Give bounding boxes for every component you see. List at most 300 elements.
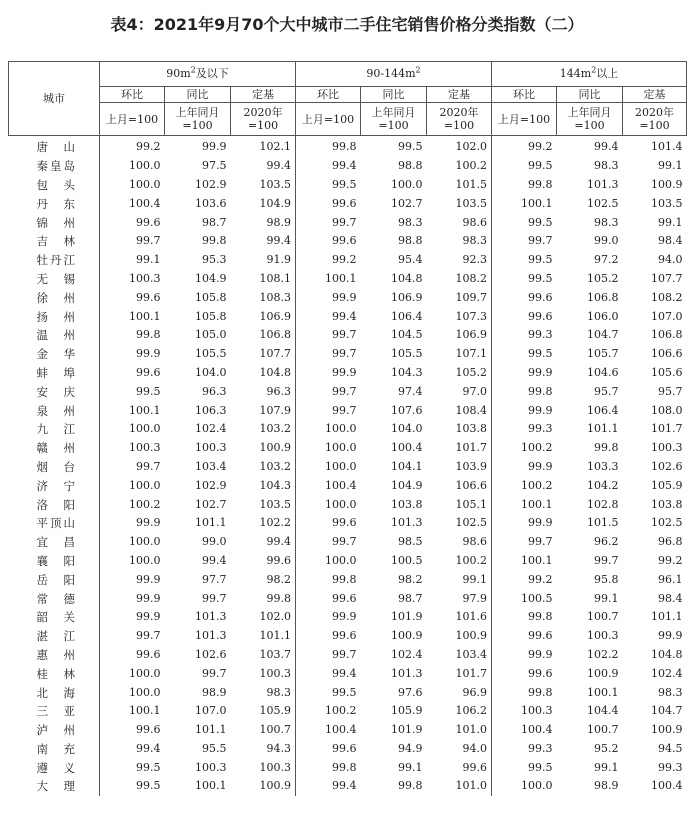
index-value: 99.7 (296, 382, 361, 401)
index-value: 100.2 (129, 497, 161, 511)
index-value: 98.2 (266, 572, 292, 586)
city-name: 徐州 (9, 288, 100, 307)
index-value: 100.2 (455, 159, 488, 173)
city-name: 无锡 (9, 270, 100, 289)
index-value: 99.6 (136, 647, 161, 661)
index-value: 100.0 (296, 439, 361, 458)
index-value: 98.9 (202, 685, 227, 699)
city-name: 九江 (9, 420, 100, 439)
index-value: 99.7 (296, 401, 361, 420)
index-value: 100.3 (259, 760, 292, 774)
index-value: 99.4 (266, 159, 292, 173)
index-value: 109.7 (455, 290, 488, 304)
index-value: 104.3 (391, 365, 423, 379)
table-row (9, 401, 687, 420)
index-value: 102.7 (195, 497, 227, 511)
index-value: 99.5 (492, 251, 557, 270)
city-name: 烟台 (9, 458, 100, 477)
index-value: 99.9 (136, 516, 161, 530)
city-name: 宜昌 (9, 533, 100, 552)
city-name: 平顶山 (9, 514, 100, 533)
table-row (9, 608, 687, 627)
index-value: 101.3 (587, 177, 619, 191)
index-value: 95.5 (202, 741, 227, 755)
table-row (9, 194, 687, 213)
index-value: 99.6 (296, 627, 361, 646)
index-value: 101.3 (391, 516, 423, 530)
index-value: 100.1 (129, 309, 161, 323)
index-value: 100.9 (259, 441, 292, 455)
index-value: 104.3 (259, 478, 292, 492)
index-value: 98.7 (202, 215, 227, 229)
city-name: 吉林 (9, 232, 100, 251)
index-value: 100.0 (296, 420, 361, 439)
index-value: 99.2 (136, 140, 161, 154)
city-name: 唐山 (9, 136, 100, 157)
index-value: 99.8 (296, 758, 361, 777)
index-value: 102.2 (587, 647, 619, 661)
index-value: 99.7 (202, 591, 227, 605)
table-row (9, 683, 687, 702)
index-value: 99.8 (492, 382, 557, 401)
index-value: 100.2 (492, 476, 557, 495)
index-value: 103.7 (259, 647, 292, 661)
index-value: 94.9 (398, 741, 423, 755)
table-row (9, 326, 687, 345)
index-value: 100.4 (651, 779, 683, 793)
index-value: 106.6 (455, 478, 488, 492)
index-value: 105.2 (587, 271, 619, 285)
index-value: 99.2 (296, 251, 361, 270)
index-value: 100.4 (391, 441, 423, 455)
index-value: 99.7 (296, 213, 361, 232)
index-value: 103.8 (455, 422, 488, 436)
base-header-mom: 上月=100 (492, 103, 557, 136)
table-row (9, 176, 687, 195)
base-header-mom: 上月=100 (100, 103, 165, 136)
table-row (9, 213, 687, 232)
index-value: 99.9 (296, 608, 361, 627)
index-value: 104.8 (391, 271, 423, 285)
index-value: 102.2 (259, 516, 292, 530)
index-value: 98.9 (266, 215, 292, 229)
index-value: 100.3 (195, 760, 227, 774)
index-value: 100.3 (492, 702, 557, 721)
index-value: 100.0 (391, 177, 423, 191)
index-value: 100.4 (296, 476, 361, 495)
index-value: 100.9 (651, 177, 683, 191)
index-value: 100.0 (492, 777, 557, 796)
index-value: 98.9 (594, 779, 619, 793)
index-value: 98.5 (398, 535, 423, 549)
index-value: 101.1 (259, 629, 292, 643)
city-name: 牡丹江 (9, 251, 100, 270)
index-value: 100.0 (129, 685, 161, 699)
city-name: 遵义 (9, 758, 100, 777)
index-value: 99.8 (492, 608, 557, 627)
index-value: 108.1 (259, 271, 292, 285)
table-row (9, 514, 687, 533)
index-value: 102.0 (455, 140, 488, 154)
index-value: 99.5 (492, 345, 557, 364)
index-value: 99.5 (136, 384, 161, 398)
index-value: 101.1 (195, 723, 227, 737)
index-value: 99.7 (296, 345, 361, 364)
index-value: 105.1 (455, 497, 488, 511)
index-value: 100.2 (296, 702, 361, 721)
group-header-small: $90m^2$及以下 (100, 62, 296, 87)
index-value: 104.1 (391, 459, 423, 473)
index-value: 102.5 (587, 196, 619, 210)
index-value: 106.8 (259, 328, 292, 342)
city-name: 温州 (9, 326, 100, 345)
index-value: 99.9 (492, 458, 557, 477)
index-value: 107.6 (391, 403, 423, 417)
index-value: 97.5 (202, 159, 227, 173)
index-value: 100.4 (129, 196, 161, 210)
index-value: 102.9 (195, 177, 227, 191)
index-value: 104.9 (259, 196, 292, 210)
index-value: 99.7 (492, 232, 557, 251)
index-value: 100.0 (129, 553, 161, 567)
city-name: 南充 (9, 740, 100, 759)
index-value: 105.9 (259, 704, 292, 718)
index-value: 100.0 (129, 666, 161, 680)
index-value: 100.0 (296, 495, 361, 514)
city-name: 韶关 (9, 608, 100, 627)
base-header-yoy: 上年同月=100 (361, 103, 427, 136)
index-value: 101.5 (587, 516, 619, 530)
index-value: 100.1 (492, 194, 557, 213)
index-value: 108.4 (455, 403, 488, 417)
table-row (9, 627, 687, 646)
index-value: 98.8 (398, 159, 423, 173)
index-value: 95.8 (594, 572, 619, 586)
table-row (9, 136, 687, 157)
index-value: 101.9 (391, 723, 423, 737)
city-column-header: 城市 (9, 62, 100, 136)
index-value: 107.1 (455, 347, 488, 361)
index-value: 98.3 (398, 215, 423, 229)
index-value: 99.9 (136, 591, 161, 605)
city-name: 泸州 (9, 721, 100, 740)
index-value: 107.9 (259, 403, 292, 417)
index-value: 101.7 (455, 441, 488, 455)
index-value: 99.9 (296, 288, 361, 307)
index-value: 103.2 (259, 459, 292, 473)
index-value: 102.7 (391, 196, 423, 210)
index-value: 99.1 (594, 760, 619, 774)
index-value: 95.4 (398, 253, 423, 267)
table-row (9, 702, 687, 721)
city-name: 秦皇岛 (9, 157, 100, 176)
table-row (9, 288, 687, 307)
city-name: 襄阳 (9, 552, 100, 571)
index-value: 101.0 (455, 779, 488, 793)
table-title: 表4：2021年9月70个大中城市二手住宅销售价格分类指数（二） (110, 15, 584, 34)
index-value: 98.8 (398, 234, 423, 248)
index-value: 100.3 (587, 629, 619, 643)
index-value: 99.8 (202, 234, 227, 248)
index-value: 100.0 (129, 478, 161, 492)
table-row (9, 721, 687, 740)
index-value: 99.6 (492, 288, 557, 307)
table-row (9, 646, 687, 665)
index-value: 99.6 (296, 194, 361, 213)
city-name: 桂林 (9, 664, 100, 683)
index-value: 99.8 (266, 591, 292, 605)
index-value: 99.5 (492, 213, 557, 232)
subheader-fixed: 定基 (427, 87, 492, 103)
index-value: 99.9 (492, 364, 557, 383)
index-value: 105.2 (455, 365, 488, 379)
index-value: 99.9 (136, 610, 161, 624)
index-value: 99.7 (136, 629, 161, 643)
index-value: 99.7 (296, 326, 361, 345)
index-value: 101.1 (587, 422, 619, 436)
city-name: 扬州 (9, 307, 100, 326)
index-value: 101.0 (455, 723, 488, 737)
index-value: 101.1 (195, 516, 227, 530)
index-value: 105.0 (195, 328, 227, 342)
subheader-yoy: 同比 (165, 87, 231, 103)
index-value: 103.5 (259, 177, 292, 191)
index-value: 94.0 (658, 253, 683, 267)
index-value: 100.5 (391, 553, 423, 567)
index-value: 100.9 (455, 629, 488, 643)
index-value: 99.5 (492, 157, 557, 176)
index-value: 99.3 (658, 760, 683, 774)
index-value: 96.9 (462, 685, 488, 699)
index-value: 106.8 (587, 290, 619, 304)
index-value: 102.8 (587, 497, 619, 511)
index-value: 101.3 (195, 629, 227, 643)
city-name: 金华 (9, 345, 100, 364)
index-value: 99.8 (296, 136, 361, 157)
index-value: 99.1 (462, 572, 488, 586)
table-row (9, 495, 687, 514)
index-value: 99.6 (266, 553, 292, 567)
index-value: 107.7 (259, 347, 292, 361)
index-value: 100.1 (492, 552, 557, 571)
index-value: 99.6 (136, 723, 161, 737)
index-value: 100.1 (492, 495, 557, 514)
index-value: 105.9 (651, 478, 683, 492)
index-value: 108.3 (259, 290, 292, 304)
index-value: 101.4 (651, 140, 683, 154)
city-name: 锦州 (9, 213, 100, 232)
index-value: 101.7 (455, 666, 488, 680)
index-value: 99.5 (136, 760, 161, 774)
index-value: 100.0 (129, 177, 161, 191)
index-value: 91.9 (266, 253, 292, 267)
city-name: 北海 (9, 683, 100, 702)
index-value: 99.6 (492, 627, 557, 646)
index-value: 98.3 (594, 215, 619, 229)
index-value: 99.3 (492, 420, 557, 439)
index-value: 103.4 (195, 459, 227, 473)
index-value: 99.6 (136, 365, 161, 379)
index-value: 98.3 (594, 159, 619, 173)
index-value: 99.2 (492, 570, 557, 589)
index-value: 99.7 (296, 533, 361, 552)
index-value: 95.7 (594, 384, 619, 398)
index-value: 100.3 (195, 441, 227, 455)
table-row (9, 476, 687, 495)
city-name: 丹东 (9, 194, 100, 213)
subheader-yoy: 同比 (557, 87, 623, 103)
index-value: 102.4 (195, 422, 227, 436)
index-value: 104.2 (587, 478, 619, 492)
index-value: 106.4 (587, 403, 619, 417)
index-value: 99.2 (492, 136, 557, 157)
index-value: 108.0 (651, 403, 683, 417)
index-value: 95.3 (202, 253, 227, 267)
index-value: 92.3 (462, 253, 488, 267)
index-value: 104.0 (391, 422, 423, 436)
index-value: 99.3 (492, 740, 557, 759)
index-value: 99.0 (594, 234, 619, 248)
index-value: 99.5 (296, 176, 361, 195)
index-value: 99.4 (202, 553, 227, 567)
base-header-fixed: 2020年=100 (427, 103, 492, 136)
index-value: 99.1 (658, 159, 683, 173)
index-value: 99.1 (594, 591, 619, 605)
index-value: 106.9 (391, 290, 423, 304)
index-value: 97.6 (398, 685, 423, 699)
index-value: 95.2 (594, 741, 619, 755)
index-value: 99.4 (136, 741, 161, 755)
index-value: 99.8 (492, 683, 557, 702)
index-value: 98.6 (462, 535, 488, 549)
index-value: 97.4 (398, 384, 423, 398)
index-value: 98.3 (462, 234, 488, 248)
index-value: 105.8 (195, 290, 227, 304)
index-value: 104.6 (587, 365, 619, 379)
index-value: 104.8 (651, 647, 683, 661)
index-value: 97.9 (462, 591, 488, 605)
index-value: 103.3 (587, 459, 619, 473)
index-value: 98.4 (658, 234, 683, 248)
index-value: 98.7 (398, 591, 423, 605)
index-value: 101.3 (195, 610, 227, 624)
index-value: 100.1 (129, 704, 161, 718)
table-row (9, 777, 687, 796)
index-value: 103.2 (259, 422, 292, 436)
index-value: 98.4 (658, 591, 683, 605)
index-value: 98.6 (462, 215, 488, 229)
index-value: 96.3 (202, 384, 227, 398)
index-value: 99.6 (296, 514, 361, 533)
index-value: 100.4 (296, 721, 361, 740)
index-value: 103.5 (651, 196, 683, 210)
index-value: 99.1 (658, 215, 683, 229)
index-value: 99.4 (296, 664, 361, 683)
index-value: 99.5 (492, 270, 557, 289)
index-value: 102.5 (651, 516, 683, 530)
table-row (9, 420, 687, 439)
index-value: 100.1 (129, 403, 161, 417)
index-value: 107.0 (651, 309, 683, 323)
index-value: 99.9 (296, 364, 361, 383)
table-row (9, 232, 687, 251)
index-value: 99.4 (296, 777, 361, 796)
index-value: 104.0 (195, 365, 227, 379)
city-name: 惠州 (9, 646, 100, 665)
index-value: 99.8 (398, 779, 423, 793)
index-value: 107.3 (455, 309, 488, 323)
index-value: 100.3 (259, 666, 292, 680)
index-value: 100.0 (129, 159, 161, 173)
index-value: 104.7 (587, 328, 619, 342)
index-value: 99.9 (492, 514, 557, 533)
index-value: 96.8 (658, 535, 683, 549)
city-name: 包头 (9, 176, 100, 195)
index-value: 99.0 (202, 535, 227, 549)
city-name: 济宁 (9, 476, 100, 495)
table-row (9, 552, 687, 571)
index-value: 99.6 (492, 664, 557, 683)
table-row (9, 533, 687, 552)
table-row (9, 251, 687, 270)
index-value: 103.9 (455, 459, 488, 473)
group-header-medium: $90-144m^2$ (296, 62, 492, 87)
index-value: 100.7 (259, 723, 292, 737)
subheader-fixed: 定基 (623, 87, 687, 103)
index-value: 105.8 (195, 309, 227, 323)
index-value: 100.4 (492, 721, 557, 740)
index-value: 99.6 (296, 232, 361, 251)
index-value: 103.8 (651, 497, 683, 511)
table-row (9, 307, 687, 326)
index-value: 108.2 (455, 271, 488, 285)
index-value: 102.1 (259, 140, 292, 154)
index-value: 100.0 (129, 422, 161, 436)
index-value: 103.4 (455, 647, 488, 661)
index-value: 108.2 (651, 290, 683, 304)
index-value: 99.9 (136, 572, 161, 586)
index-value: 100.5 (492, 589, 557, 608)
index-value: 99.7 (202, 666, 227, 680)
index-value: 94.0 (462, 741, 488, 755)
index-value: 103.8 (391, 497, 423, 511)
table-row (9, 758, 687, 777)
index-value: 105.5 (391, 347, 423, 361)
table-row (9, 458, 687, 477)
index-value: 98.3 (658, 685, 683, 699)
index-value: 99.4 (296, 307, 361, 326)
index-value: 99.7 (594, 553, 619, 567)
index-value: 97.2 (594, 253, 619, 267)
base-header-mom: 上月=100 (296, 103, 361, 136)
index-value: 99.6 (492, 307, 557, 326)
index-value: 104.9 (391, 478, 423, 492)
city-name: 大理 (9, 777, 100, 796)
base-header-yoy: 上年同月=100 (557, 103, 623, 136)
index-value: 100.7 (587, 610, 619, 624)
index-value: 100.3 (129, 271, 161, 285)
index-value: 98.3 (266, 685, 292, 699)
table-row (9, 439, 687, 458)
index-value: 99.7 (136, 459, 161, 473)
subheader-yoy: 同比 (361, 87, 427, 103)
index-value: 104.9 (195, 271, 227, 285)
index-value: 100.3 (129, 441, 161, 455)
index-value: 105.6 (651, 365, 683, 379)
index-value: 99.9 (202, 140, 227, 154)
index-value: 102.6 (195, 647, 227, 661)
table-row (9, 570, 687, 589)
